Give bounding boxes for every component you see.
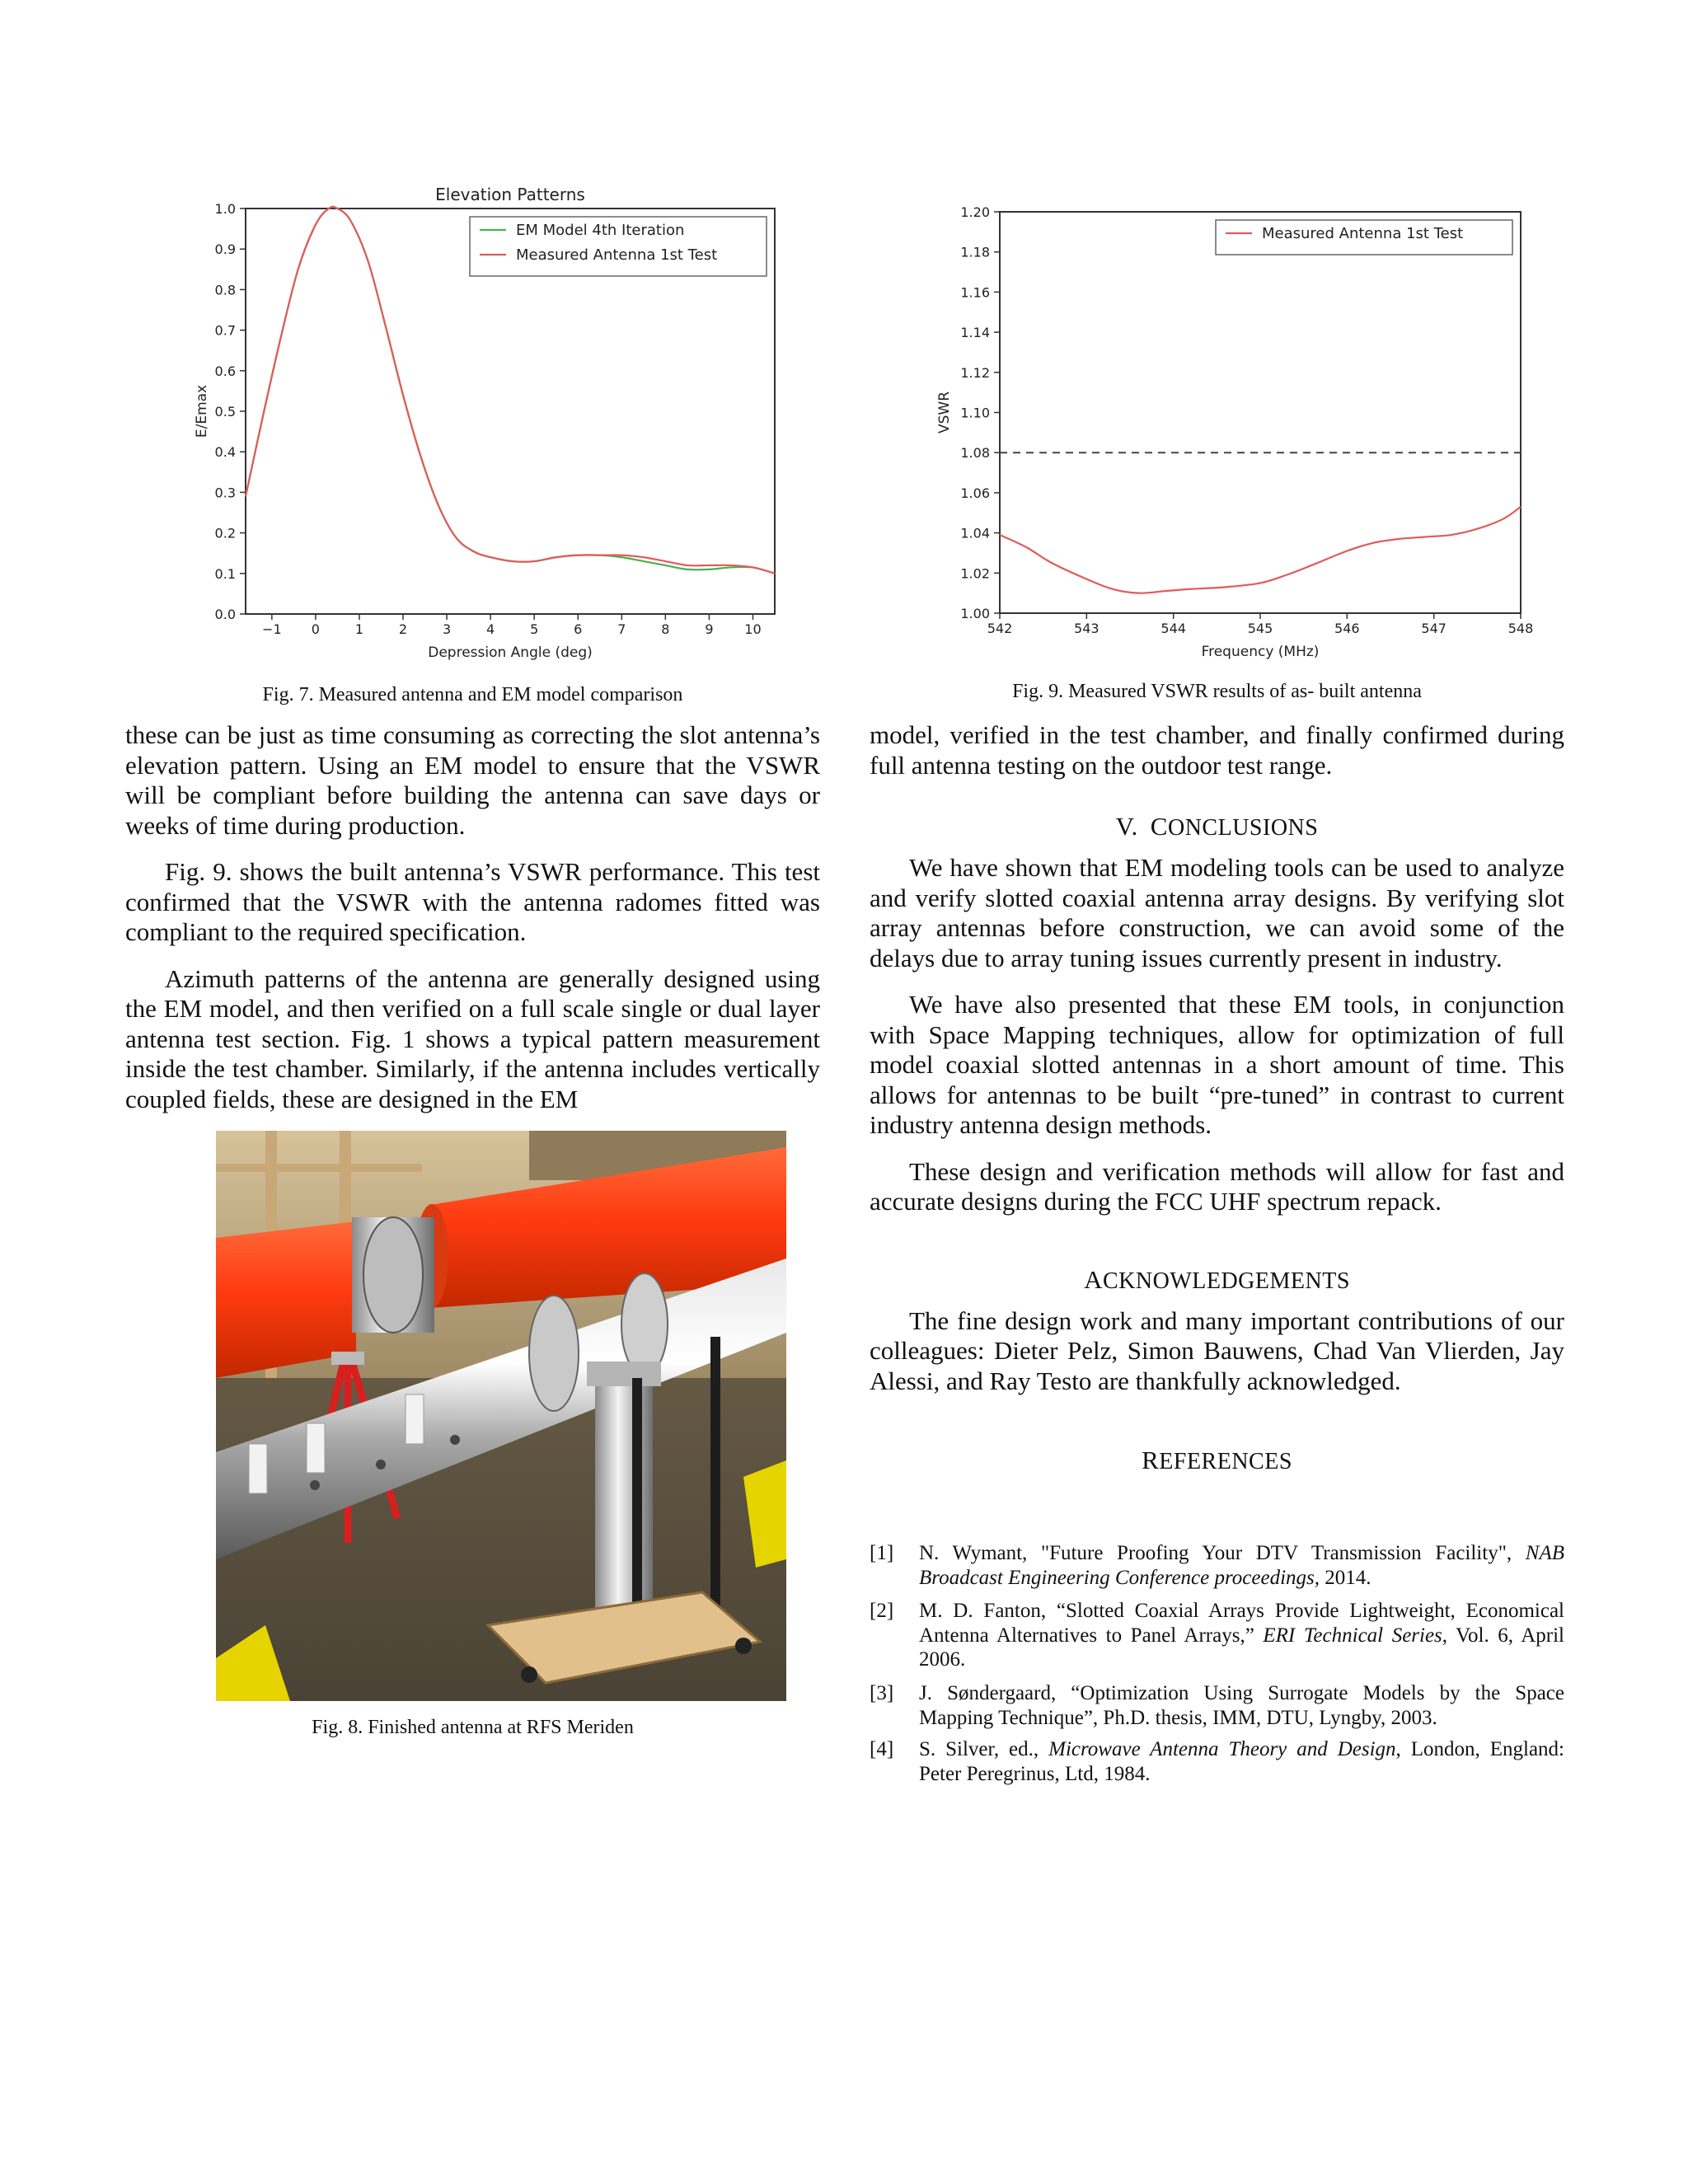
y-tick-label: 0.2 [214, 525, 236, 541]
y-tick-label: 1.16 [960, 284, 990, 301]
right-column-text [870, 720, 1564, 1475]
x-axis-label: Depression Angle (deg) [428, 644, 593, 661]
paragraph-verification: model, verified in the test chamber, and finally confirmed during full antenna testing on the outdoor test range. [870, 720, 1564, 780]
y-tick-label: 0.4 [214, 444, 236, 461]
y-tick-label: 1.20 [960, 204, 990, 220]
fig7-elevation-chart [194, 177, 791, 663]
x-tick-label: 1 [354, 621, 364, 637]
y-tick-label: 0.8 [214, 282, 236, 298]
legend-label: Measured Antenna 1st Test [516, 246, 718, 264]
reference-item: [4] S. Silver, ed., Microwave Antenna Theory and Design, London, England: Peter Peregrinus, Ltd, 1984. [870, 1738, 1565, 1785]
x-tick-label: 0 [311, 621, 320, 637]
fig7-caption: Fig. 7. Measured antenna and EM model comparison [262, 684, 683, 705]
y-tick-label: 1.02 [960, 565, 990, 582]
y-tick-label: 1.14 [960, 325, 990, 341]
fig8-antenna-photo [216, 1131, 786, 1701]
paragraph-fig9-description: Fig. 9. shows the built antenna’s VSWR performance. This test confirmed that the VSWR with the antenna radomes fitted was compliant to the required specification. [125, 857, 820, 946]
paragraph-conclusion-1: We have shown that EM modeling tools can be used to analyze and verify slotted coaxial antenna array designs. By verifying slot array antennas before construction, we can avoid some of the delays due to array tuning issues currently present in industry. [870, 853, 1564, 972]
fig9-caption: Fig. 9. Measured VSWR results of as- built antenna [1012, 681, 1422, 702]
x-tick-label: 546 [1334, 621, 1360, 636]
y-axis-label: VSWR [936, 391, 953, 434]
x-axis-label: Frequency (MHz) [1201, 644, 1320, 660]
paragraph-conclusion-2: We have also presented that these EM tools, in conjunction with Space Mapping techniques, allow for optimization of full model coaxial slotted antennas in a short amount of time. This allows for antennas to be built “pre-tuned” in contrast to current industry antenna design methods. [870, 990, 1564, 1139]
x-tick-label: 3 [442, 621, 452, 637]
references-heading: REFERENCES [1142, 1446, 1292, 1474]
y-tick-label: 1.10 [960, 405, 990, 421]
x-tick-label: 8 [661, 621, 670, 637]
y-tick-label: 0.5 [214, 404, 236, 419]
x-tick-label: 10 [744, 621, 762, 637]
y-tick-label: 1.08 [960, 445, 990, 462]
x-tick-label: 6 [574, 621, 583, 637]
legend-label: Measured Antenna 1st Test [1262, 225, 1464, 242]
y-tick-label: 1.04 [960, 525, 990, 541]
plot-area [1000, 212, 1521, 613]
y-tick-label: 0.3 [214, 485, 236, 501]
x-tick-label: 9 [705, 621, 714, 637]
y-axis-label: E/Emax [194, 384, 210, 438]
x-tick-label: 542 [987, 621, 1013, 636]
x-tick-label: 7 [617, 621, 626, 637]
y-tick-label: 1.00 [960, 606, 990, 621]
chart-title: Elevation Patterns [435, 185, 585, 204]
paragraph-vswr-intro: these can be just as time consuming as correcting the slot antenna’s elevation pattern. Using an EM model to ensure that the VSWR will be compliant before building the antenna can save days or weeks of time during production. [125, 720, 820, 840]
conclusions-heading: V. CONCLUSIONS [1115, 812, 1319, 841]
y-tick-label: 0.9 [214, 241, 236, 258]
acknowledgements-heading: ACKNOWLEDGEMENTS [1084, 1264, 1350, 1294]
x-tick-label: 543 [1074, 621, 1100, 636]
left-column-text [125, 720, 820, 1114]
x-tick-label: 544 [1160, 621, 1186, 636]
paragraph-azimuth-patterns: Azimuth patterns of the antenna are generally designed using the EM model, and then verified on a full scale single or dual layer antenna test section. Fig. 1 shows a typical pattern measurement inside the test chamber. Similarly, if the antenna includes vertically coupled fields, these are designed in the EM [125, 963, 820, 1113]
y-tick-label: 1.12 [960, 364, 990, 381]
legend-label: EM Model 4th Iteration [516, 222, 685, 239]
y-tick-label: 1.18 [960, 244, 990, 260]
reference-item: [3] J. Søndergaard, “Optimization Using Surrogate Models by the Space Mapping Technique”, Ph.D. thesis, IMM, DTU, Lyngby, 2003. [870, 1682, 1564, 1729]
y-tick-label: 0.0 [214, 607, 236, 622]
reference-item: [2] M. D. Fanton, “Slotted Coaxial Arrays Provide Lightweight, Economical Antenna Alternatives to Panel Arrays,” ERI Technical Series, Vol. 6, April 2006. [870, 1600, 1564, 1671]
fig9-vswr-chart [935, 191, 1537, 663]
x-tick-label: 545 [1247, 621, 1273, 636]
x-tick-label: 547 [1421, 621, 1447, 636]
y-tick-label: 1.0 [214, 201, 236, 217]
x-tick-label: 548 [1507, 621, 1534, 636]
y-tick-label: 0.1 [214, 565, 236, 582]
paragraph-conclusion-3: These design and verification methods will allow for fast and accurate designs during the FCC UHF spectrum repack. [870, 1156, 1564, 1216]
x-tick-label: 2 [398, 621, 408, 637]
x-tick-label: 4 [486, 621, 495, 637]
fig8-caption: Fig. 8. Finished antenna at RFS Meriden [312, 1717, 634, 1738]
y-tick-label: 0.6 [214, 363, 236, 379]
y-tick-label: 1.06 [960, 485, 990, 501]
reference-item: [1] N. Wymant, "Future Proofing Your DTV Transmission Facility", NAB Broadcast Engineering Conference proceedings, 2014. [870, 1542, 1564, 1589]
paragraph-acknowledgements: The fine design work and many important contributions of our colleagues: Dieter Pelz, Simon Bauwens, Chad Van Vlierden, Jay Alessi, and Ray Testo are thankfully acknowledged. [870, 1305, 1564, 1395]
y-tick-label: 0.7 [214, 322, 236, 339]
x-tick-label: 5 [530, 621, 539, 637]
x-tick-label: −1 [262, 621, 282, 637]
